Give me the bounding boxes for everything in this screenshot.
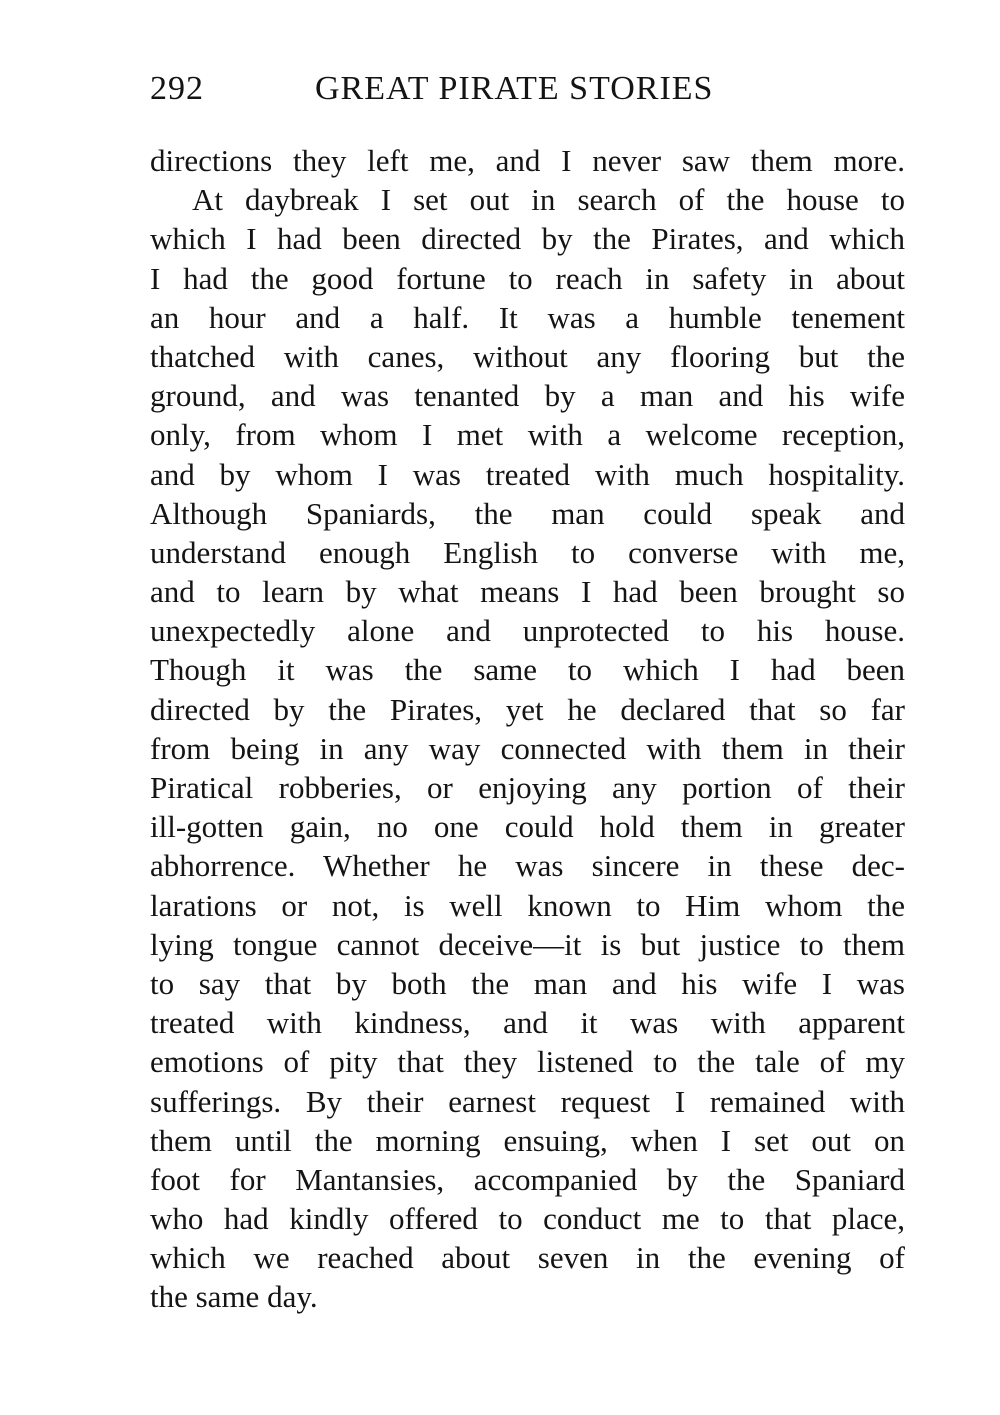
text-line: ill-gotten gain, no one could hold them in greater — [150, 809, 905, 845]
page-number: 292 — [150, 70, 204, 107]
text-line: to say that by both the man and his wife I was — [150, 965, 905, 1001]
text-line: unexpectedly alone and unprotected to his house. — [150, 613, 905, 649]
text-line: I had the good fortune to reach in safety in about — [150, 260, 905, 296]
text-line: directed by the Pirates, yet he declared that so far — [150, 691, 905, 727]
text-line: and by whom I was treated with much hospitality. — [150, 456, 905, 492]
text-line: them until the morning ensuing, when I set out on — [150, 1122, 905, 1158]
text-line: treated with kindness, and it was with apparent — [150, 1005, 905, 1041]
text-line: which we reached about seven in the evening of — [150, 1240, 905, 1276]
text-line: Piratical robberies, or enjoying any portion of their — [150, 770, 905, 805]
page-header — [150, 70, 850, 120]
body-text — [150, 141, 905, 1317]
text-line: only, from whom I met with a welcome reception, — [150, 417, 905, 453]
text-line: foot for Mantansies, accompanied by the Spaniard — [150, 1161, 905, 1197]
text-line: Though it was the same to which I had been — [150, 652, 905, 688]
text-line: lying tongue cannot deceive—it is but justice to them — [150, 926, 905, 962]
running-title: GREAT PIRATE STORIES — [315, 70, 714, 107]
text-line: ground, and was tenanted by a man and his wife — [150, 378, 905, 414]
text-line: larations or not, is well known to Him whom the — [150, 887, 905, 923]
text-line: thatched with canes, without any flooring but the — [150, 338, 905, 374]
text-line: an hour and a half. It was a humble tenement — [150, 299, 905, 335]
text-line: Although Spaniards, the man could speak and — [150, 495, 905, 531]
text-line: directions they left me, and I never saw them more. — [150, 143, 905, 178]
text-line: abhorrence. Whether he was sincere in these dec- — [150, 848, 905, 884]
text-line: from being in any way connected with them in their — [150, 730, 905, 766]
text-line: sufferings. By their earnest request I remained with — [150, 1083, 905, 1119]
text-line: and to learn by what means I had been brought so — [150, 574, 905, 610]
text-line: emotions of pity that they listened to the tale of my — [150, 1044, 905, 1080]
text-line: At daybreak I set out in search of the house to — [192, 182, 905, 218]
text-line: who had kindly offered to conduct me to that place, — [150, 1201, 905, 1237]
text-line: understand enough English to converse with me, — [150, 534, 905, 570]
text-line: which I had been directed by the Pirates, and which — [150, 221, 905, 257]
text-line: the same day. — [150, 1279, 318, 1315]
